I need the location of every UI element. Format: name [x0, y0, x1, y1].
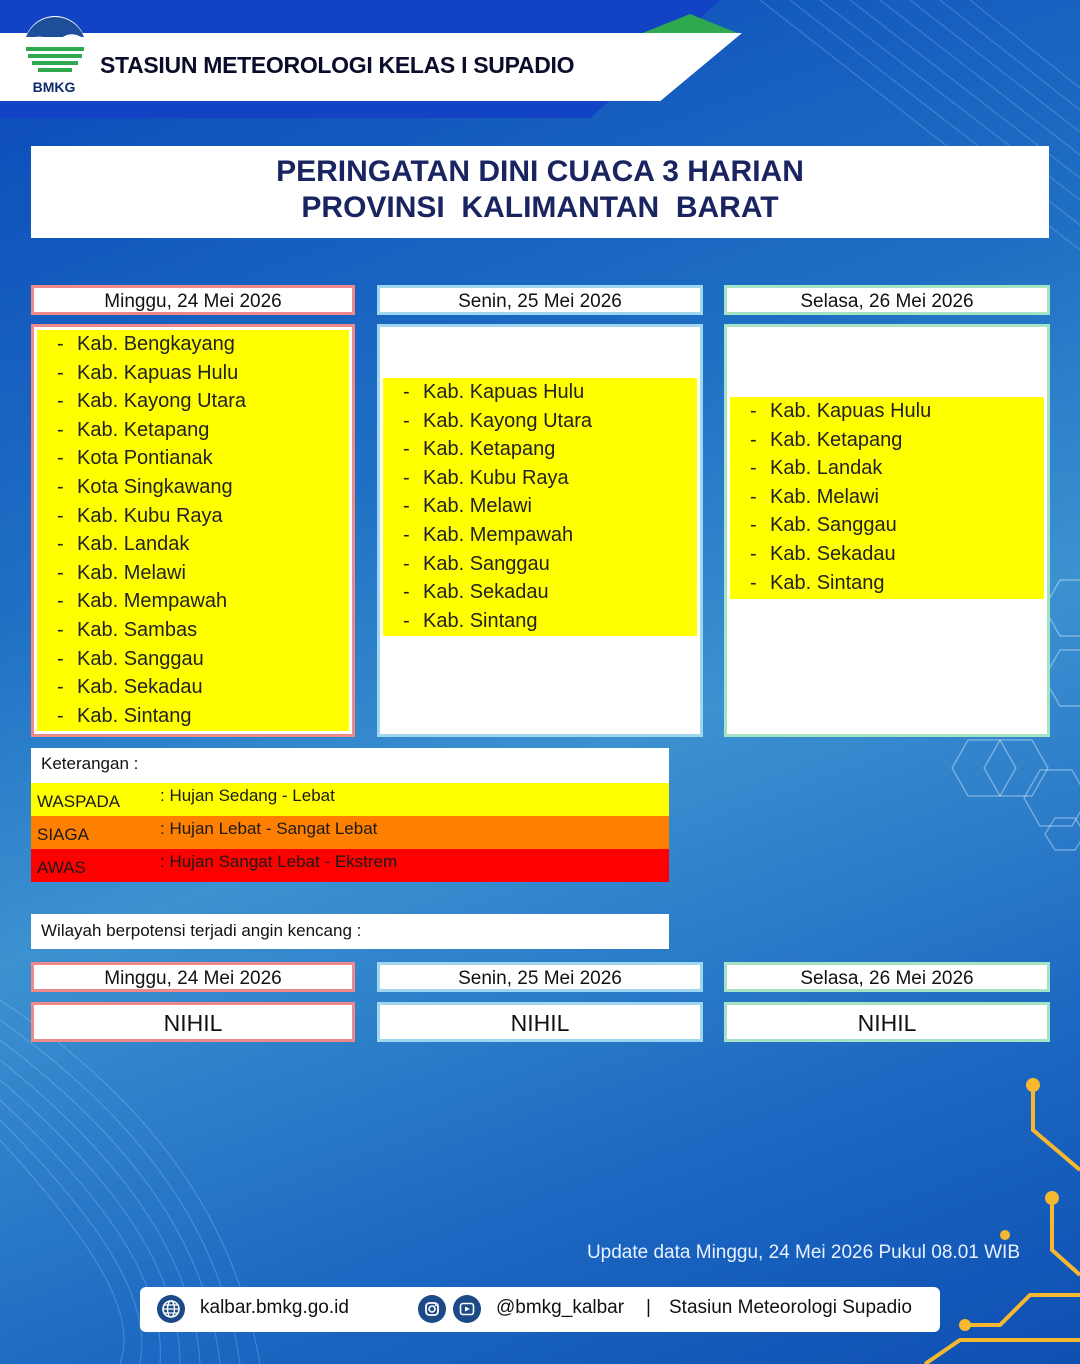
- area-name: Kab. Melawi: [77, 561, 186, 584]
- list-dash: -: [403, 495, 410, 518]
- area-name: Kab. Ketapang: [770, 428, 903, 451]
- logo-text: BMKG: [32, 79, 76, 95]
- list-dash: -: [750, 571, 757, 594]
- area-name: Kab. Ketapang: [423, 438, 556, 461]
- area-name: Kab. Kapuas Hulu: [77, 361, 239, 384]
- warning-list-day-3: [724, 324, 1050, 737]
- warning-area-item: [383, 550, 697, 579]
- globe-icon[interactable]: [157, 1295, 185, 1323]
- legend-level-name: SIAGA: [37, 825, 89, 844]
- list-dash: -: [57, 590, 64, 613]
- warning-area-item: [37, 616, 349, 645]
- legend-level-desc: : Hujan Sangat Lebat - Ekstrem: [160, 852, 398, 871]
- legend-level-desc: : Hujan Sedang - Lebat: [160, 786, 335, 805]
- warning-area-item: [37, 559, 349, 588]
- list-dash: -: [403, 466, 410, 489]
- area-name: Kab. Sintang: [77, 704, 192, 727]
- list-dash: -: [403, 381, 410, 403]
- wind-section-label: Wilayah berpotensi terjadi angin kencang :: [31, 914, 669, 949]
- list-dash: -: [57, 676, 64, 699]
- date-box-day-2: Senin, 25 Mei 2026: [377, 285, 703, 315]
- date-box-day-1: Minggu, 24 Mei 2026: [31, 285, 355, 315]
- area-name: Kab. Sekadau: [770, 542, 896, 565]
- warning-list-day-1: [31, 324, 355, 737]
- list-dash: -: [57, 447, 64, 470]
- warning-area-item: [37, 473, 349, 502]
- list-dash: -: [57, 418, 64, 441]
- area-name: Kab. Kayong Utara: [77, 390, 246, 413]
- warning-area-item: [383, 521, 697, 550]
- warning-area-item: [383, 378, 697, 407]
- list-dash: -: [403, 438, 410, 461]
- list-dash: -: [403, 523, 410, 546]
- list-dash: -: [750, 457, 757, 480]
- warning-area-item: [37, 444, 349, 473]
- legend-heading: Keterangan :: [41, 754, 139, 773]
- list-dash: -: [57, 390, 64, 413]
- warning-area-item: [730, 540, 1044, 569]
- list-dash: -: [57, 704, 64, 727]
- legend-level-name: WASPADA: [37, 792, 121, 811]
- list-dash: -: [57, 475, 64, 498]
- legend-row-awas: [31, 849, 669, 882]
- area-name: Kab. Kayong Utara: [423, 409, 592, 432]
- warning-area-item: [730, 397, 1044, 426]
- area-name: Kab. Sanggau: [77, 647, 204, 670]
- date-box-day-3: Selasa, 26 Mei 2026: [724, 285, 1050, 315]
- list-dash: -: [57, 561, 64, 584]
- warning-area-item: [37, 702, 349, 731]
- area-name: Kab. Kubu Raya: [423, 466, 569, 489]
- list-dash: -: [403, 409, 410, 432]
- legend: [31, 748, 669, 882]
- list-dash: -: [750, 485, 757, 508]
- warning-area-item: [383, 435, 697, 464]
- list-dash: -: [57, 533, 64, 556]
- wind-date-day-1: Minggu, 24 Mei 2026: [31, 962, 355, 992]
- footer-station-name: Stasiun Meteorologi Supadio: [669, 1297, 912, 1318]
- area-name: Kab. Sintang: [423, 609, 538, 632]
- warning-list-day-2: [377, 324, 703, 737]
- warning-area-item: [730, 454, 1044, 483]
- list-dash: -: [57, 504, 64, 527]
- warning-area-item: [730, 483, 1044, 512]
- area-name: Kab. Melawi: [423, 495, 532, 518]
- waspada-area-day-1: [37, 330, 349, 731]
- warning-area-item: [37, 673, 349, 702]
- website-link[interactable]: kalbar.bmkg.go.id: [200, 1297, 349, 1318]
- title-line-2: PROVINSI KALIMANTAN BARAT: [301, 191, 779, 224]
- title-line-1: PERINGATAN DINI CUACA 3 HARIAN: [276, 155, 804, 188]
- area-name: Kab. Bengkayang: [77, 333, 235, 355]
- warning-area-item: [383, 407, 697, 436]
- title-box: [31, 146, 1049, 238]
- list-dash: -: [403, 609, 410, 632]
- list-dash: -: [57, 647, 64, 670]
- warning-area-item: [37, 416, 349, 445]
- area-name: Kab. Sintang: [770, 571, 885, 594]
- waspada-area-day-2: [383, 378, 697, 636]
- area-name: Kab. Sambas: [77, 618, 198, 641]
- list-dash: -: [750, 400, 757, 422]
- update-timestamp: Update data Minggu, 24 Mei 2026 Pukul 08.01 WIB: [586, 1242, 1020, 1263]
- area-name: Kab. Landak: [77, 533, 190, 556]
- warning-area-item: [37, 502, 349, 531]
- area-name: Kab. Mempawah: [77, 590, 228, 613]
- youtube-icon[interactable]: [453, 1295, 481, 1323]
- waspada-area-day-3: [730, 397, 1044, 599]
- wind-value-day-3: NIHIL: [724, 1002, 1050, 1042]
- warning-area-item: [37, 359, 349, 388]
- social-handle[interactable]: @bmkg_kalbar: [496, 1297, 625, 1318]
- list-dash: -: [57, 361, 64, 384]
- warning-area-item: [383, 464, 697, 493]
- warning-area-item: [37, 587, 349, 616]
- footer-separator: |: [646, 1297, 651, 1318]
- list-dash: -: [750, 542, 757, 565]
- area-name: Kab. Kapuas Hulu: [423, 381, 585, 403]
- list-dash: -: [403, 581, 410, 604]
- area-name: Kota Pontianak: [77, 447, 213, 470]
- footer-bar: [140, 1287, 940, 1332]
- wind-date-day-3: Selasa, 26 Mei 2026: [724, 962, 1050, 992]
- warning-area-item: [730, 569, 1044, 598]
- wind-value-day-2: NIHIL: [377, 1002, 703, 1042]
- area-name: Kab. Landak: [770, 457, 883, 480]
- area-name: Kab. Sekadau: [77, 676, 203, 699]
- legend-level-desc: : Hujan Lebat - Sangat Lebat: [160, 819, 378, 838]
- warning-area-item: [383, 607, 697, 636]
- list-dash: -: [57, 618, 64, 641]
- warning-area-item: [37, 330, 349, 359]
- warning-area-item: [730, 511, 1044, 540]
- wind-value-day-1: NIHIL: [31, 1002, 355, 1042]
- list-dash: -: [403, 552, 410, 575]
- list-dash: -: [57, 333, 64, 355]
- wind-date-day-2: Senin, 25 Mei 2026: [377, 962, 703, 992]
- area-name: Kab. Mempawah: [423, 523, 574, 546]
- area-name: Kota Singkawang: [77, 475, 233, 498]
- legend-row-waspada: [31, 783, 669, 816]
- warning-area-item: [37, 530, 349, 559]
- area-name: Kab. Kapuas Hulu: [770, 400, 932, 422]
- area-name: Kab. Sekadau: [423, 581, 549, 604]
- instagram-icon[interactable]: [418, 1295, 446, 1323]
- warning-area-item: [37, 645, 349, 674]
- area-name: Kab. Sanggau: [423, 552, 550, 575]
- legend-level-name: AWAS: [37, 858, 86, 877]
- list-dash: -: [750, 428, 757, 451]
- warning-area-item: [383, 578, 697, 607]
- warning-area-item: [383, 492, 697, 521]
- warning-area-item: [37, 387, 349, 416]
- legend-row-siaga: [31, 816, 669, 849]
- station-name: STASIUN METEOROLOGI KELAS I SUPADIO: [100, 52, 575, 78]
- area-name: Kab. Sanggau: [770, 514, 897, 537]
- area-name: Kab. Melawi: [770, 485, 879, 508]
- area-name: Kab. Kubu Raya: [77, 504, 223, 527]
- list-dash: -: [750, 514, 757, 537]
- warning-area-item: [730, 426, 1044, 455]
- area-name: Kab. Ketapang: [77, 418, 210, 441]
